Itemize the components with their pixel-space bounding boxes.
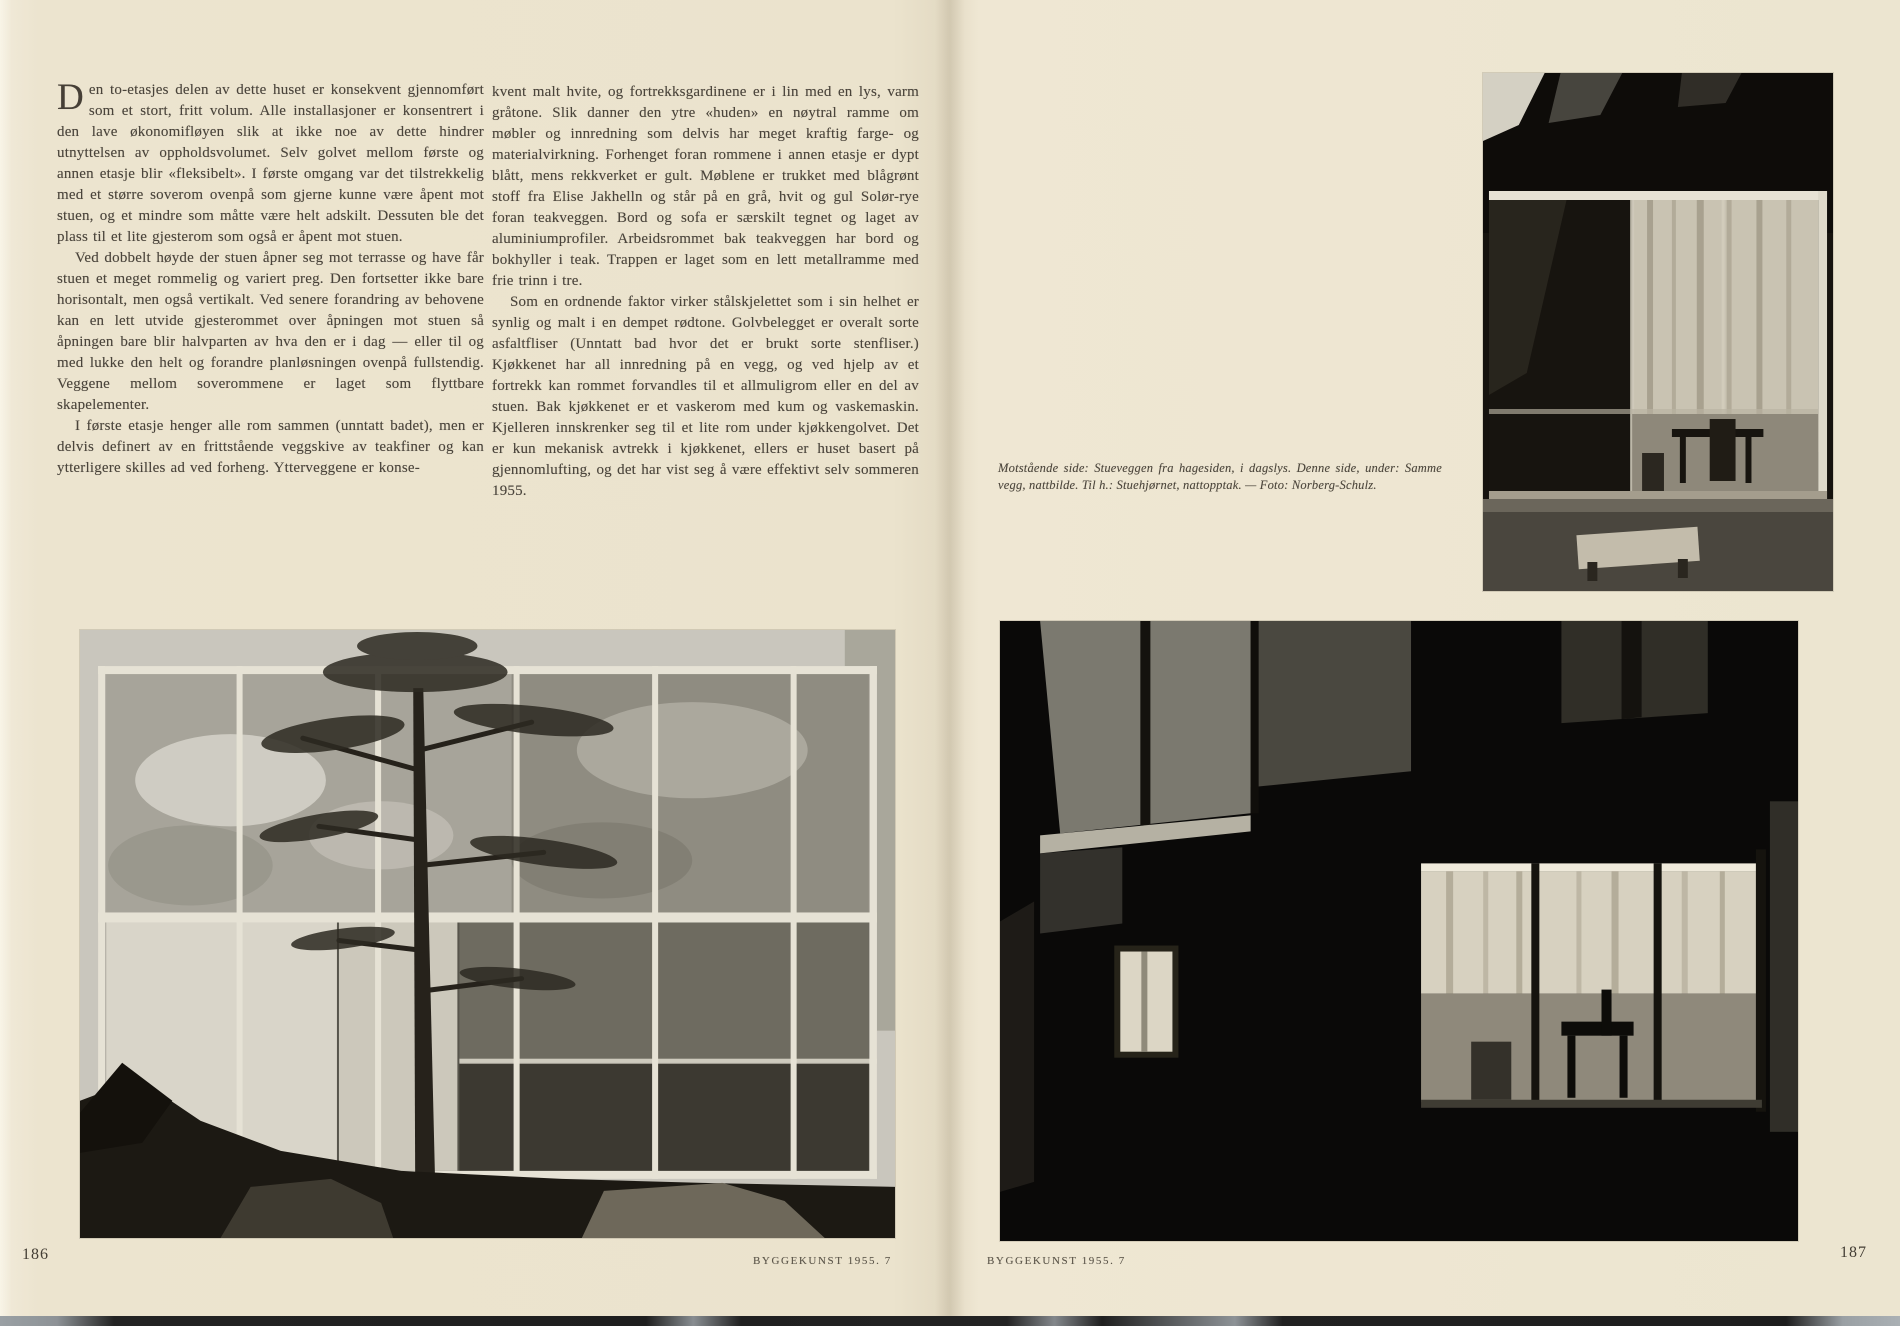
text-column-2: [492, 82, 919, 502]
paragraph-text: en to-etasjes delen av dette huset er konsekvent gjennomført som et stort, fritt volum. Alle installasjoner er konsentrert i den lave økonomifløyen slik at ikke noe av dette hindrer utnyttelsen av oppholdsvolumet. Selv golvet mellom første og annen etasje blir «fleksibelt». I første omgang var det tilstrekkelig med et større soverom ovenpå som gjerne kunne være åpent mot stuen, og et mindre som måtte være helt adskilt. Dessuten ble det plass til et lite gjesterom som også er åpent mot stuen.: [57, 82, 484, 245]
photo-facade-night-art: [1000, 621, 1798, 1241]
drop-cap: D: [57, 77, 84, 118]
journal-footer-left: BYGGEKUNST 1955. 7: [753, 1255, 892, 1267]
journal-footer-right: BYGGEKUNST 1955. 7: [987, 1255, 1126, 1267]
paragraph: [57, 77, 484, 248]
page-number-right: 187: [1840, 1244, 1867, 1261]
photo-corner-night-art: [1483, 73, 1833, 591]
paragraph: Som en ordnende faktor virker stålskjelettet som i sin helhet er synlig og malt i en dempet rødtone. Golvbelegget er overalt sorte asfaltfliser (Unntatt bad hvor det er brukt sorte stenfliser.) Kjøkkenet har all innredning på en vegg, og ved hjelp av et fortrekk kan rommet forvandles til et allmuligrom eller en del av stuen. Bak kjøkkenet er et vaskerom med kum og vaskemaskin. Kjelleren innskrenker seg til et lite rom under kjøkkengolvet. Det er kun mekanisk avtrekk i kjøkkenet, ellers er huset basert på gjennomlufting, og det har vist seg å være effektivt selv sommeren 1955.: [492, 294, 919, 499]
scan-edge-strip: [0, 1316, 1900, 1326]
text-column-1: [57, 77, 484, 479]
photo-glass-facade-night: [1000, 621, 1798, 1241]
photo-caption: Motstående side: Stueveggen fra hagesiden, i dagslys. Denne side, under: Samme vegg, nattbilde. Til h.: Stuehjørnet, nattopptak. — Foto: Norberg-Schulz.: [998, 461, 1442, 492]
photo-facade-day-art: [80, 630, 895, 1238]
page-edge-highlight: [0, 0, 12, 1316]
photo-glass-facade-day: [80, 630, 895, 1238]
page-number-left: 186: [22, 1246, 49, 1263]
paragraph: kvent malt hvite, og fortrekksgardinene er i lin med en lys, varm gråtone. Slik danner den ytre «huden» en nøytral ramme om møbler og innredning som delvis har meget kraftig farge- og materialvirkning. Forhenget foran rommene i annen etasje er dypt blått, mens rekkverket er gult. Møblene er trukket med blågrønt stoff fra Elise Jakhelln og står på en grå, hvit og gul Solør-rye foran teakveggen. Bord og sofa er særskilt tegnet og laget av aluminiumprofiler. Arbeidsrommet bak teakveggen har bord og bokhyller i teak. Trappen er laget som en lett metallramme med frie trinn i tre.: [492, 84, 919, 289]
spread-gutter: [935, 0, 965, 1316]
paragraph: I første etasje henger alle rom sammen (unntatt badet), men er delvis definert av en frittstående veggskive av teakfiner og kan ytterligere skilles ad ved forheng. Ytterveggene er konse-: [57, 418, 484, 476]
photo-living-room-corner-night: [1483, 73, 1833, 591]
paragraph: Ved dobbelt høyde der stuen åpner seg mot terrasse og have får stuen et meget rommelig og variert preg. Den fortsetter ikke bare horisontalt, men også vertikalt. Ved senere forandring av behovene kan en lett utvide gjesterommet over åpningen mot stuen så åpningen bare blir halvparten av hva den er i dag — eller til og med lukke den helt og forandre planløsningen ovenpå fullstendig. Veggene mellom soverommene er laget som flyttbare skapelementer.: [57, 250, 484, 413]
